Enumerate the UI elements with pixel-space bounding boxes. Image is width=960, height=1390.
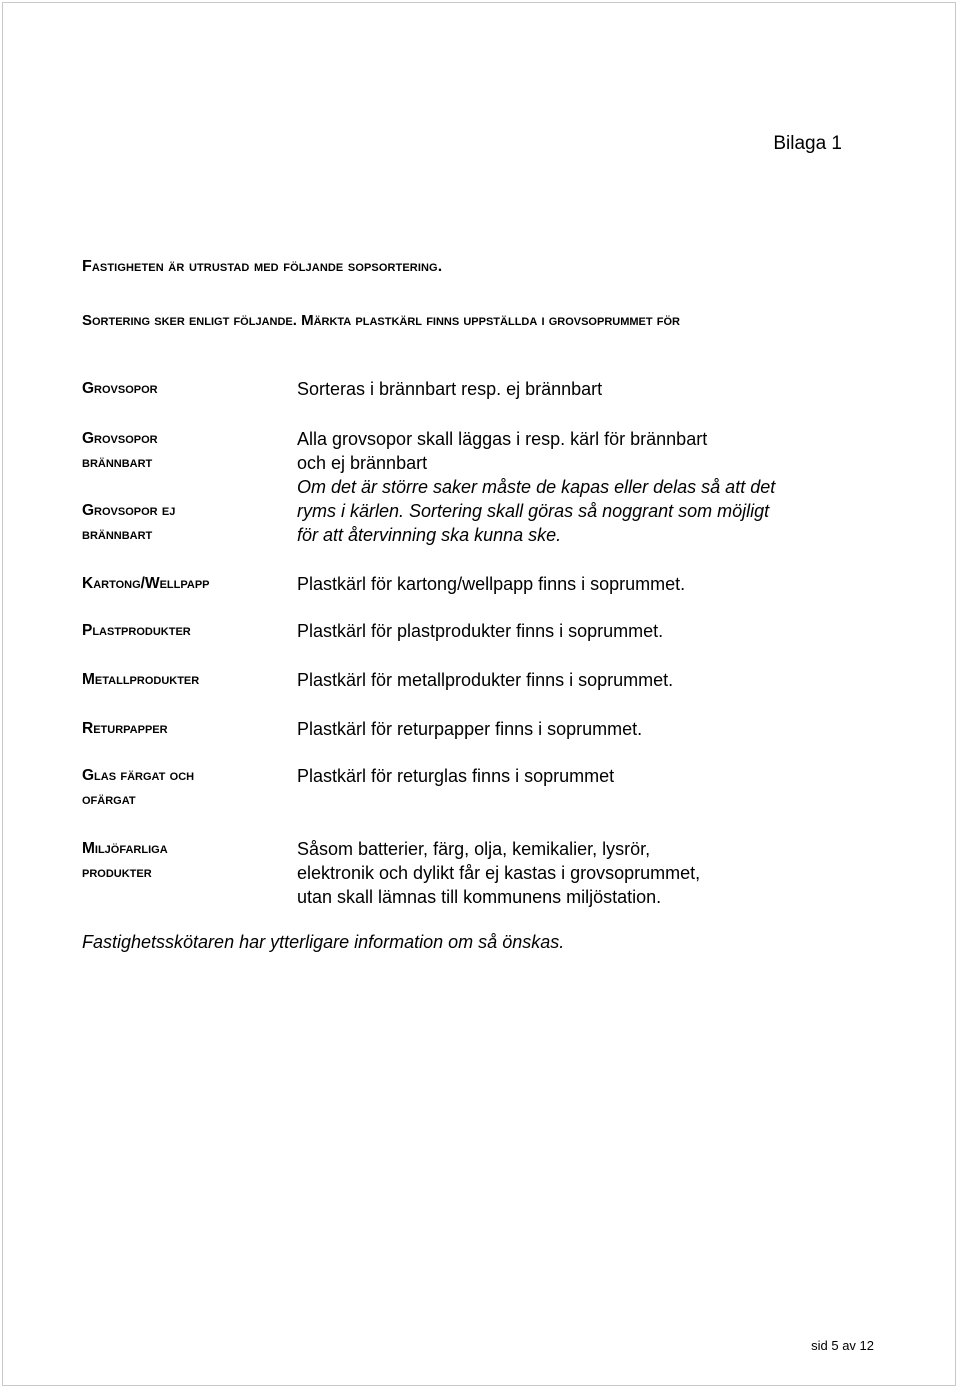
label-kartong [82,572,210,596]
label-line: ofärgat [82,791,136,808]
label-line: brännbart [82,526,153,543]
desc-line: ryms i kärlen. Sortering skall göras så noggrant som möjligt [297,501,770,521]
label-grovsopor [82,377,158,401]
desc-line: Plastkärl för returpapper finns i soprummet. [297,719,643,739]
label-line: Metallprodukter [82,671,200,688]
label-line: Miljöfarliga [82,840,168,857]
desc-line: Plastkärl för plastprodukter finns i soprummet. [297,621,664,641]
desc-line: utan skall lämnas till kommunens miljöstation. [297,887,662,907]
label-line: Grovsopor [82,430,158,447]
page-number: sid 5 av 12 [811,1338,874,1353]
desc-line: Plastkärl för returglas finns i soprummet [297,766,615,786]
desc-grovsopor [297,377,877,401]
desc-line: för att återvinning ska kunna ske. [297,525,562,545]
label-line: Grovsopor ej [82,502,176,519]
label-grovsopor-brannbart [82,427,158,475]
page-title: Fastigheten är utrustad med följande sopsortering. [82,258,443,275]
label-returpapper [82,717,168,741]
desc-kartong [297,572,877,596]
desc-miljofarliga [297,837,877,909]
footer-note: Fastighetsskötaren har ytterligare information om så önskas. [82,932,565,952]
desc-grovsopor-brannbart [297,427,877,475]
label-miljofarliga [82,837,168,885]
label-line: Plastprodukter [82,622,191,639]
desc-returpapper [297,717,877,741]
desc-metallprodukter [297,668,877,692]
desc-line: Om det är större saker måste de kapas eller delas så att det [297,477,776,497]
label-grovsopor-ej-brannbart [82,499,175,547]
desc-grovsopor-ej-brannbart [297,475,877,547]
desc-line: Såsom batterier, färg, olja, kemikalier, lysrör, [297,839,651,859]
label-glas [82,764,194,812]
label-line: brännbart [82,454,153,471]
appendix-label: Bilaga 1 [773,133,842,154]
intro-text: Sortering sker enligt följande. Märkta plastkärl finns uppställda i grovsoprummet för [82,312,680,329]
label-line: Glas färgat och [82,767,195,784]
label-line: Returpapper [82,720,168,737]
desc-line: Sorteras i brännbart resp. ej brännbart [297,379,603,399]
desc-glas [297,764,877,788]
label-line: Grovsopor [82,380,158,397]
desc-line: och ej brännbart [297,453,428,473]
page-border [2,2,956,1386]
desc-line: Plastkärl för metallprodukter finns i soprummet. [297,670,674,690]
label-plastprodukter [82,619,191,643]
desc-line: Plastkärl för kartong/wellpapp finns i soprummet. [297,574,686,594]
desc-line: Alla grovsopor skall läggas i resp. kärl för brännbart [297,429,708,449]
label-line: produkter [82,864,152,881]
label-metallprodukter [82,668,199,692]
label-line: Kartong/Wellpapp [82,575,210,592]
desc-plastprodukter [297,619,877,643]
desc-line: elektronik och dylikt får ej kastas i grovsoprummet, [297,863,701,883]
